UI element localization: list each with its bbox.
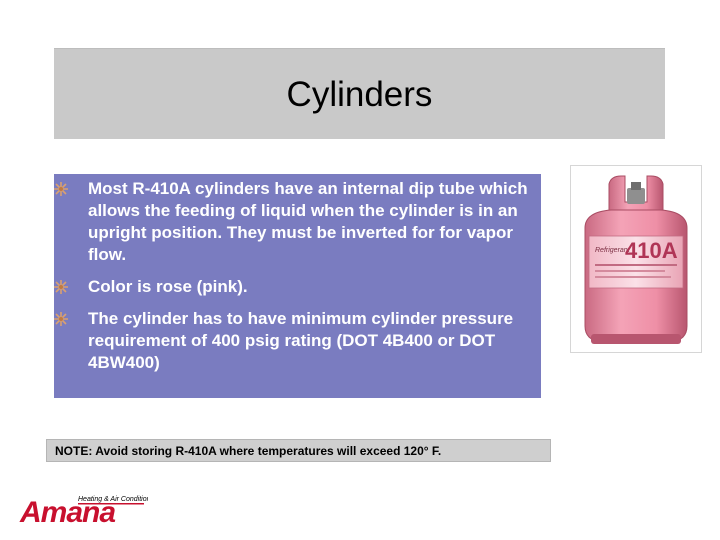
amana-logo-graphic [18,490,148,526]
bullet-item [54,276,541,298]
bullet-text: The cylinder has to have minimum cylinder pressure requirement of 400 psig rating (DOT 4B400 or DOT 4BW400) [88,309,514,372]
logo-tagline: Heating & Air Conditio [78,496,147,503]
bullet-star-icon [54,182,68,196]
refrigerant-cylinder-image [571,166,701,352]
content-box [54,174,541,398]
bullet-text: Most R-410A cylinders have an internal dip tube which allows the feeding of liquid when the cylinder is in an upright position. They must be inverted for for vapor flow. [88,179,528,264]
bullet-star-icon [54,312,68,326]
cylinder-product-label: 410A [625,238,678,263]
bullet-item [54,178,541,266]
logo-wordmark: Amana [20,496,116,526]
note-text: NOTE: Avoid storing R-410A where temperatures will exceed 120° F. [55,444,442,458]
bullet-star-icon [54,280,68,294]
amana-logo [18,490,148,526]
title-band [54,48,665,139]
bullet-list [54,178,541,384]
note-box [46,439,551,462]
slide-title: Cylinders [286,75,433,114]
bullet-text: Color is rose (pink). [88,277,248,296]
bullet-item [54,308,541,374]
cylinder-photo [570,165,702,353]
cylinder-brand-label: Refrigerant [595,247,630,254]
